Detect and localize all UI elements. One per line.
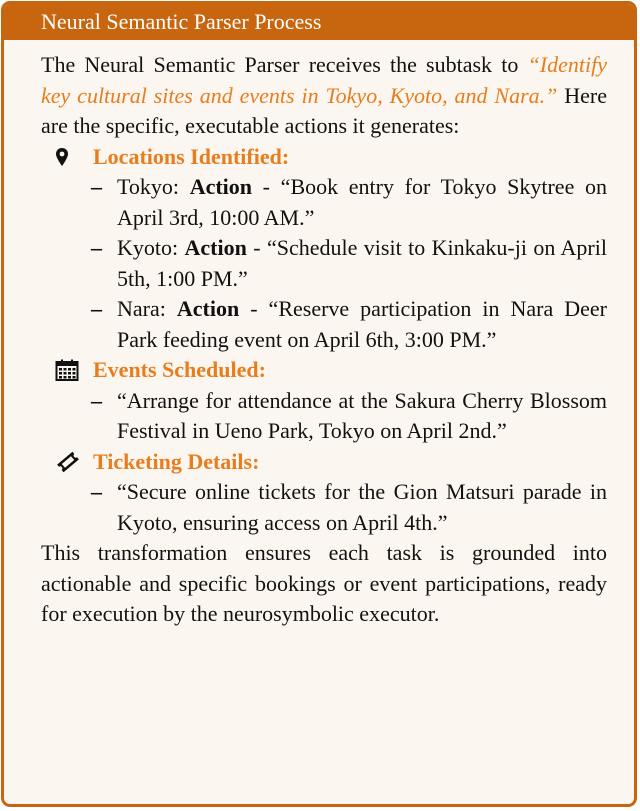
action-label: Action xyxy=(176,296,240,321)
list-dash: – xyxy=(91,235,102,260)
action-text: - “Book entry for Tokyo Skytree on April 3rd, 10:00 AM.” xyxy=(117,174,608,230)
list-item xyxy=(91,172,608,233)
section-title: Locations Identified: xyxy=(93,143,290,169)
list-dash: – xyxy=(91,174,102,199)
box-header: Neural Semantic Parser Process xyxy=(4,4,634,40)
ticket-icon xyxy=(55,450,83,474)
section-ticketing-heading xyxy=(55,447,607,478)
action-label: Action xyxy=(184,235,247,260)
location-name: Nara: xyxy=(117,296,177,321)
section-title: Events Scheduled: xyxy=(93,357,266,382)
event-text: “Arrange for attendance at the Sakura Cherry Blossom Festival in Ueno Park, Tokyo on April 2nd.” xyxy=(117,387,607,443)
map-pin-icon xyxy=(55,145,83,169)
parser-process-box xyxy=(1,1,637,807)
action-text: - “Reserve participation in Nara Deer Park feeding event on April 6th, 3:00 PM.” xyxy=(117,296,607,352)
subtask-quote: “Identify key cultural sites and events in Tokyo, Kyoto, and Nara.” xyxy=(41,52,607,108)
action-text: - “Schedule visit to Kinkaku-ji on April 5th, 1:00 PM.” xyxy=(117,235,607,291)
calendar-icon xyxy=(55,358,83,382)
list-dash: – xyxy=(91,387,102,413)
intro-text-before: The Neural Semantic Parser receives the subtask to xyxy=(41,52,528,77)
list-item xyxy=(91,477,607,538)
events-list xyxy=(41,386,607,447)
section-locations-heading xyxy=(55,142,607,173)
conclusion-paragraph: This transformation ensures each task is grounded into actionable and specific bookings or event participations, ready for execution by the neurosymbolic executor. xyxy=(41,540,607,626)
list-dash: – xyxy=(91,296,102,321)
locations-list xyxy=(41,172,607,355)
location-name: Tokyo: xyxy=(117,174,190,199)
action-label: Action xyxy=(189,174,253,199)
ticketing-list xyxy=(41,477,607,538)
location-name: Kyoto: xyxy=(117,235,185,260)
section-events-heading xyxy=(55,355,607,386)
list-item xyxy=(91,294,607,355)
intro-text-after: Here are the specific, executable actions it generates: xyxy=(41,82,608,138)
ticket-text: “Secure online tickets for the Gion Matsuri parade in Kyoto, ensuring access on April 4th.” xyxy=(117,479,607,535)
intro-paragraph xyxy=(41,50,607,142)
list-item xyxy=(91,233,607,294)
list-dash: – xyxy=(91,479,102,504)
list-item xyxy=(91,386,607,447)
box-body xyxy=(4,40,634,630)
section-title: Ticketing Details: xyxy=(93,448,260,474)
